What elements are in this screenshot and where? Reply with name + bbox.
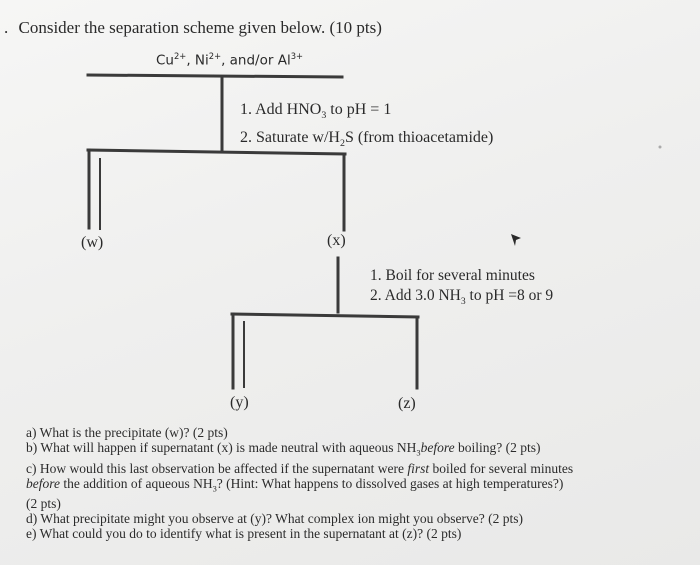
label-y: (y) (230, 394, 249, 411)
top-bar-line (88, 75, 342, 77)
label-z: (z) (398, 395, 416, 412)
cu-charge: 2+ (173, 51, 187, 61)
question-b: b) What will happen if supernatant (x) is made neutral with aqueous $NH_3before$ boiling? (2 pts) (26, 440, 541, 458)
question-c-line-2: before the addition of aqueous $NH_3$? (Hint: What happens to dissolved gases at high temperatures?) (26, 475, 564, 494)
question-title: Consider the separation scheme given below. (10 pts) (18, 18, 382, 37)
questions-block (26, 425, 573, 541)
al-charge: 3+ (290, 51, 304, 61)
second-split-bar (232, 314, 418, 317)
cu-symbol: Cu (156, 52, 174, 69)
label-x: (x) (327, 232, 346, 249)
ni-symbol: , Ni (186, 52, 209, 69)
question-e: e) What could you do to identify what is present in the supernatant at (z)? (2 pts) (26, 526, 462, 542)
step-two-line-1: 1. Boil for several minutes (370, 267, 535, 284)
mouse-cursor-icon (511, 234, 521, 246)
step-two-line-2: 2. Add 3.0 $NH_3$ to pH =8 or 9 (370, 287, 554, 308)
question-c-points: (2 pts) (26, 496, 61, 512)
al-symbol: , and/or Al (221, 52, 291, 69)
question-a: a) What is the precipitate (w)? (2 pts) (26, 425, 228, 440)
step-two-instructions (370, 266, 553, 312)
ni-charge: 2+ (208, 51, 222, 61)
question-c-line-1: c) How would this last observation be affected if the supernatant were first boiled for several minutes (26, 460, 574, 476)
dust-dot (659, 146, 662, 149)
bullet-mark: . (4, 18, 9, 37)
step-one-line-1: 1. Add $HNO_3$ to pH = 1 (240, 101, 392, 122)
label-w: (w) (81, 234, 104, 251)
starting-ions-label (156, 51, 303, 69)
question-d: d) What precipitate might you observe at (y)? What complex ion might you observe? (2 pts) (26, 511, 523, 527)
step-one-instructions (240, 99, 493, 155)
step-one-line-2: 2. Saturate $w/H_2S$ (from thioacetamide) (240, 129, 494, 150)
